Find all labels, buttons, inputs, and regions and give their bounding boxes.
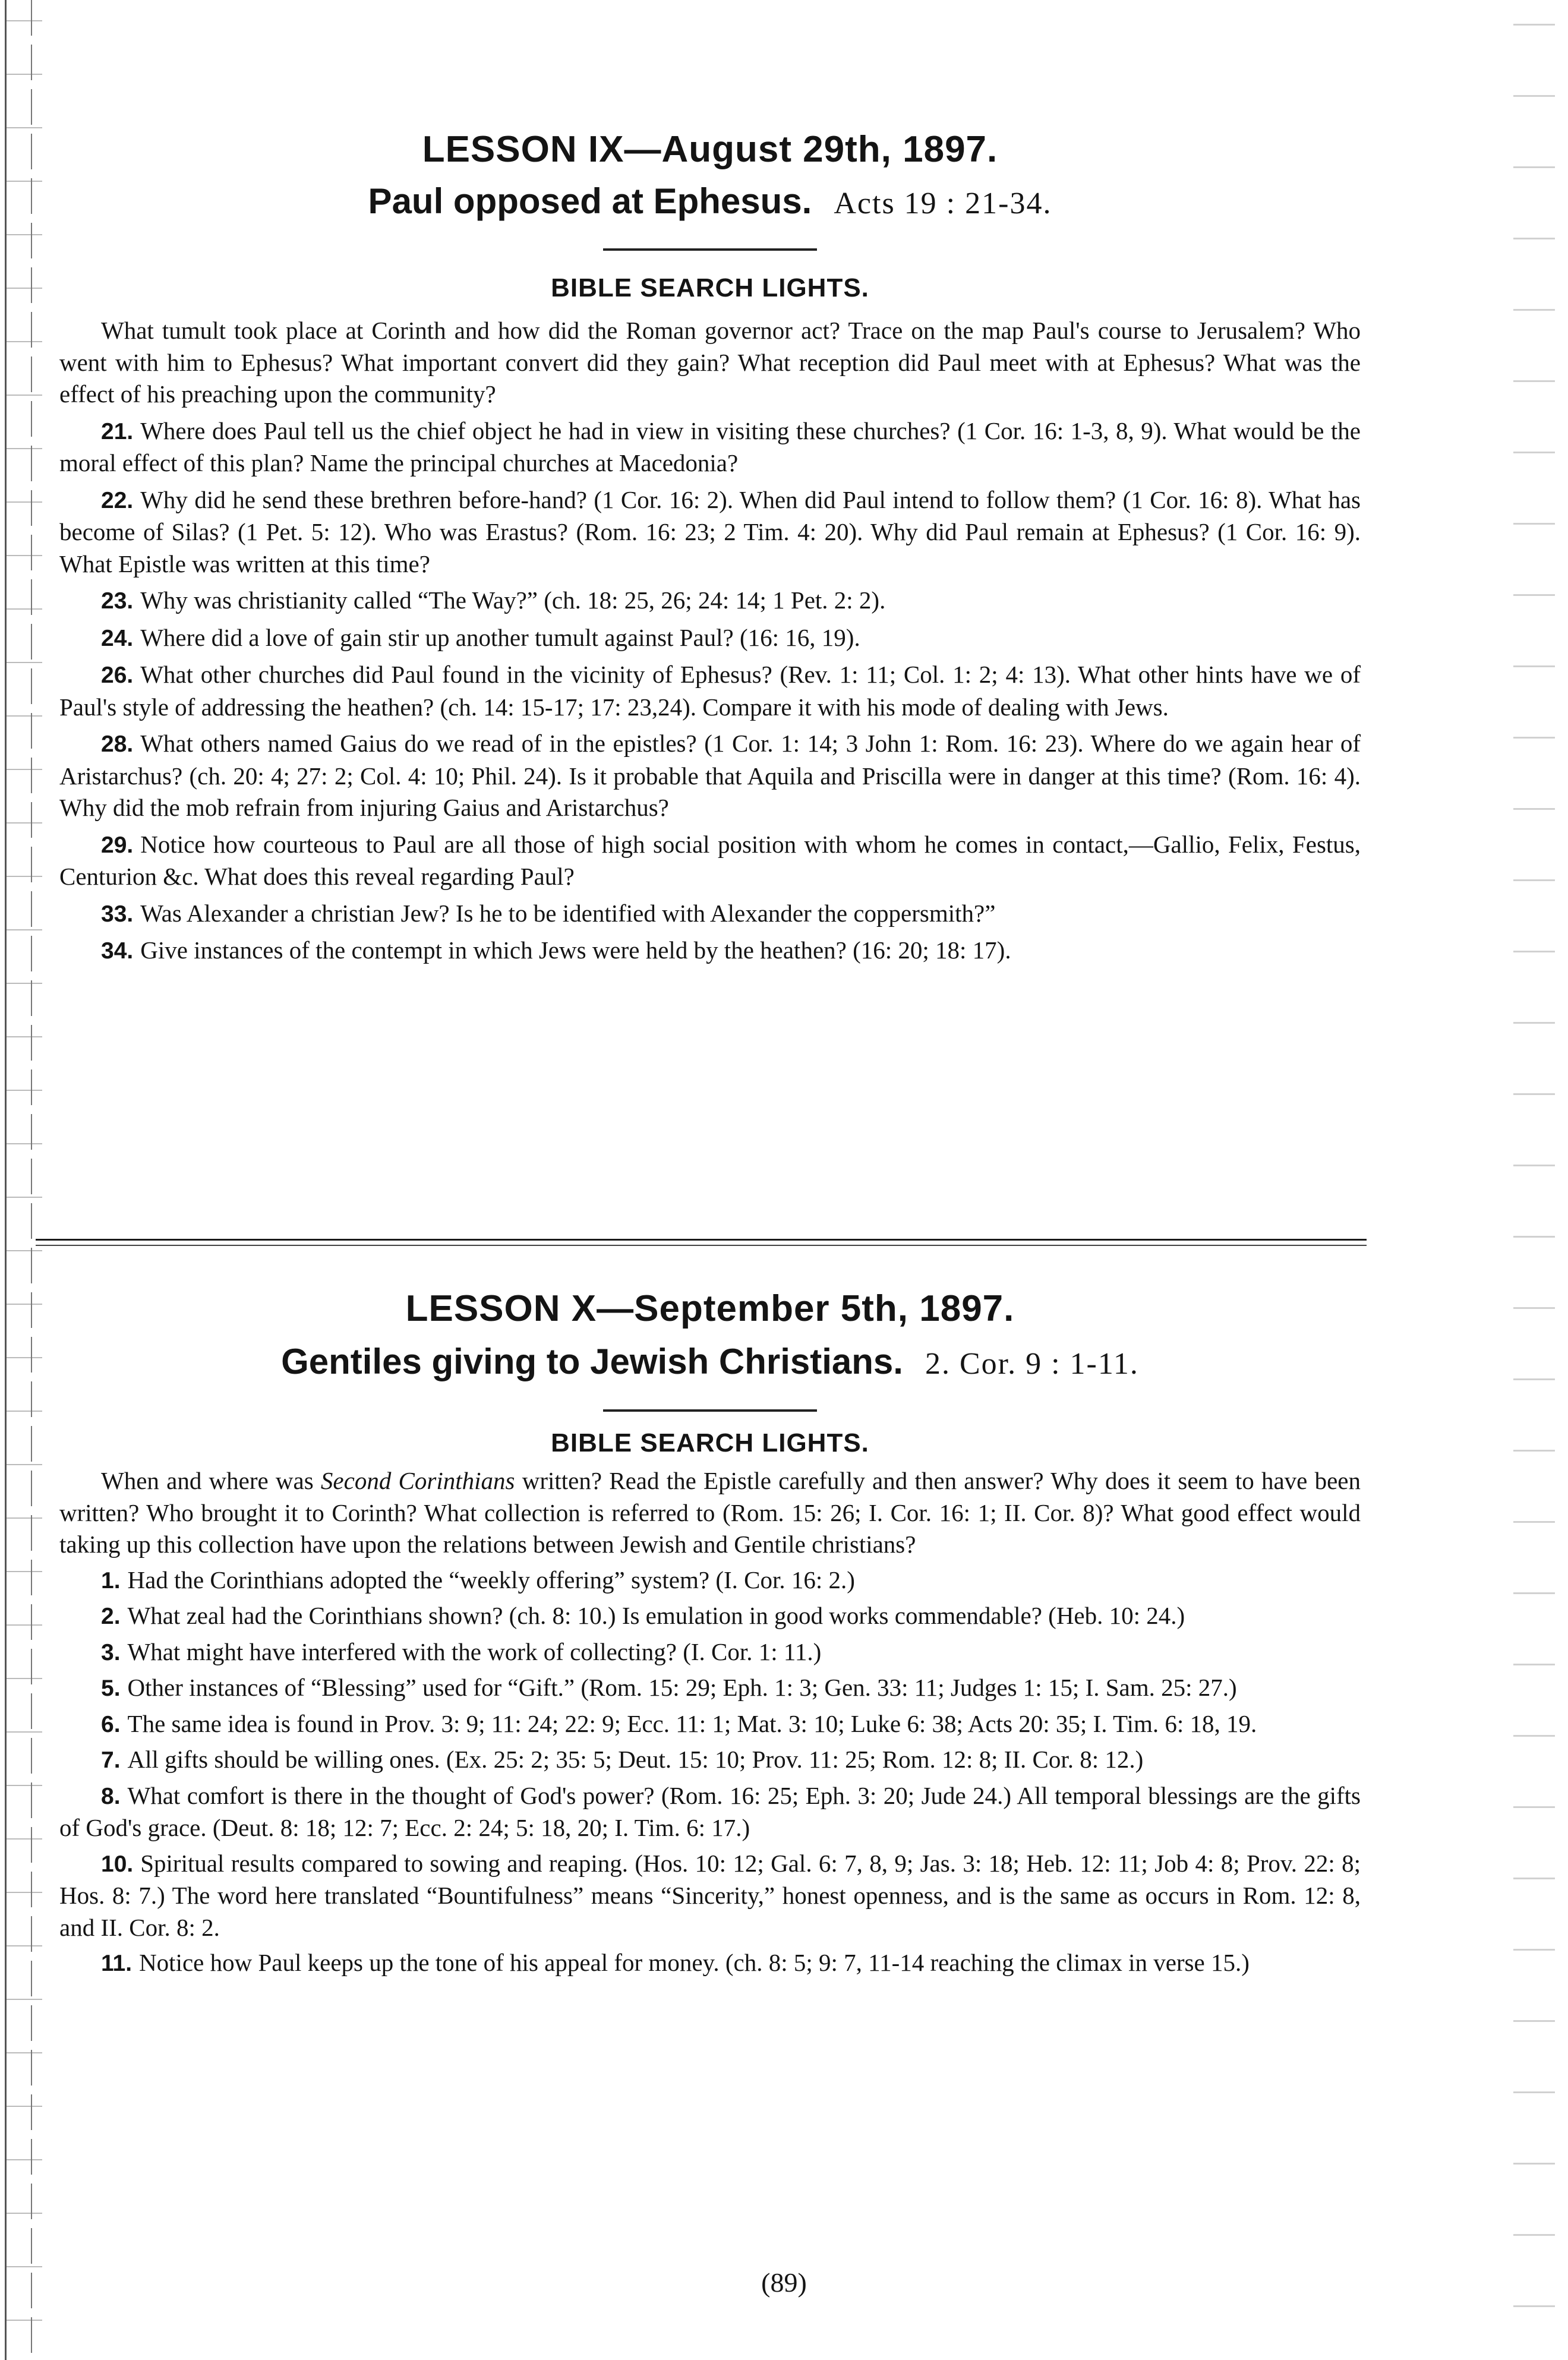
question-text: Had the Corinthians adopted the “weekly offering” system? (I. Cor. 16: 2.): [127, 1566, 855, 1594]
question-text: Why was christianity called “The Way?” (ch. 18: 25, 26; 24: 14; 1 Pet. 2: 2).: [140, 586, 886, 614]
lesson-x-rule: [603, 1409, 817, 1412]
question-text: What others named Gaius do we read of in the epistles? (1 Cor. 1: 14; 3 John 1: Rom. 16: 23). Where do we again hear of Aristarchus? (ch. 20: 4; 27: 2; Col. 4: 10; Phil. 24). Is it probable that Aquila and Priscilla were in danger at this time? (Rom. 16: 4). Why did the mob refrain from injuring Gaius and Aristarchus?: [59, 730, 1361, 821]
question-number: 1.: [101, 1567, 121, 1594]
question-text: Other instances of “Blessing” used for “Gift.” (Rom. 15: 29; Eph. 1: 3; Gen. 33: 11; Judges 1: 15; I. Sam. 25: 27.): [127, 1674, 1237, 1701]
lesson-ix-question: [59, 622, 1361, 655]
lesson-x-question: [59, 1947, 1361, 1980]
question-number: 7.: [101, 1747, 121, 1773]
lesson-ix-question: [59, 484, 1361, 580]
lesson-ix-search-heading: BIBLE SEARCH LIGHTS.: [551, 273, 869, 302]
lesson-ix-question: [59, 585, 1361, 617]
intro-italic-title: Second Corinthians: [320, 1467, 515, 1494]
question-number: 6.: [101, 1711, 121, 1737]
question-text: What other churches did Paul found in the vicinity of Ephesus? (Rev. 1: 11; Col. 1: 2; 4: 13). What other hints have we of Paul's style of addressing the heathen? (ch. 14: 15-17; 17: 23,24). Compare it with his mode of dealing with Jews.: [59, 661, 1361, 721]
lesson-x-title: LESSON X—September 5th, 1897.: [405, 1288, 1015, 1329]
question-number: 11.: [101, 1951, 132, 1976]
question-text: Where does Paul tell us the chief object he had in view in visiting these churches? (1 Cor. 16: 1-3, 8, 9). What would be the moral effect of this plan? Name the principal churches at Macedonia?: [59, 417, 1361, 477]
lesson-x-search-heading: BIBLE SEARCH LIGHTS.: [551, 1428, 869, 1457]
lesson-x-topic: Gentiles giving to Jewish Christians.: [281, 1342, 903, 1381]
lesson-x-subtitle: [59, 1334, 1361, 1389]
question-number: 33.: [101, 901, 134, 927]
lesson-ix-question: [59, 728, 1361, 824]
question-text: Was Alexander a christian Jew? Is he to be identified with Alexander the coppersmith?”: [140, 899, 996, 927]
question-number: 3.: [101, 1639, 121, 1665]
lesson-ix-subtitle: [59, 175, 1361, 228]
lesson-ix-title: LESSON IX—August 29th, 1897.: [422, 129, 998, 170]
lesson-ix-intro: What tumult took place at Corinth and how did the Roman governor act? Trace on the map Paul's course to Jerusalem? Who went with him to Ephesus? What important convert did they gain? What reception did Paul meet with at Ephesus? What was the effect of his preaching upon the community?: [59, 317, 1361, 408]
question-number: 34.: [101, 938, 134, 964]
lesson-x-section: [59, 1283, 1361, 1980]
scan-edge-right: [1513, 0, 1555, 2360]
question-text: Give instances of the contempt in which Jews were held by the heathen? (16: 20; 18: 17).: [140, 936, 1011, 964]
question-text: What comfort is there in the thought of God's power? (Rom. 16: 25; Eph. 3: 20; Jude 24.) All temporal blessings are the gifts of God's grace. (Deut. 8: 18; 12: 7; Ecc. 2: 24; 5: 18, 20; I. Tim. 6: 17.): [59, 1781, 1361, 1841]
lesson-ix-question: [59, 935, 1361, 967]
lesson-x-question: [59, 1848, 1361, 1944]
lesson-x-reference: 2. Cor. 9 : 1-11.: [925, 1347, 1139, 1381]
lesson-ix-question: [59, 415, 1361, 479]
lesson-ix-question: [59, 659, 1361, 723]
question-number: 8.: [101, 1783, 121, 1809]
lesson-x-question: [59, 1600, 1361, 1633]
lesson-ix-question: [59, 829, 1361, 893]
question-text: What zeal had the Corinthians shown? (ch. 8: 10.) Is emulation in good works commendable? (Heb. 10: 24.): [127, 1602, 1185, 1629]
question-number: 21.: [101, 418, 134, 444]
question-number: 5.: [101, 1676, 121, 1701]
page-number: (89): [761, 2267, 807, 2298]
question-number: 26.: [101, 662, 134, 688]
question-text: Notice how courteous to Paul are all those of high social position with whom he comes in contact,—Gallio, Felix, Festus, Centurion &c. What does this reveal regarding Paul?: [59, 830, 1361, 890]
lesson-ix-rule: [603, 248, 817, 251]
lesson-x-question: [59, 1636, 1361, 1669]
question-text: The same idea is found in Prov. 3: 9; 11: 24; 22: 9; Ecc. 11: 1; Mat. 3: 10; Luke 6: 38; Acts 20: 35; I. Tim. 6: 18, 19.: [127, 1709, 1257, 1737]
question-number: 22.: [101, 487, 134, 513]
question-text: Why did he send these brethren before-hand? (1 Cor. 16: 2). When did Paul intend to follow them? (1 Cor. 16: 8). What has become of Silas? (1 Pet. 5: 12). Who was Erastus? (Rom. 16: 23; 2 Tim. 4: 20). Why did Paul remain at Ephesus? (1 Cor. 16: 9). What Epistle was written at this time?: [59, 485, 1361, 578]
intro-text-start: When and where was: [101, 1467, 321, 1494]
question-text: What might have interfered with the work of collecting? (I. Cor. 1: 11.): [127, 1638, 822, 1665]
question-text: Where did a love of gain stir up another tumult against Paul? (16: 16, 19).: [140, 623, 860, 651]
lesson-x-question: [59, 1564, 1361, 1597]
lesson-x-question: [59, 1744, 1361, 1777]
question-number: 24.: [101, 625, 134, 651]
lesson-x-question: [59, 1708, 1361, 1741]
intro-text-end: written? Read the Epistle carefully and then answer? Why does it seem to have been written? Who brought it to Corinth? What collection is referred to (Rom. 15: 26; I. Cor. 16: 1; II. Cor. 8)? What good effect would taking up this collection have upon the relations between Jewish and Gentile christians?: [59, 1467, 1361, 1558]
section-divider: [36, 1239, 1367, 1241]
lesson-ix-question: [59, 898, 1361, 930]
question-number: 2.: [101, 1604, 121, 1629]
lesson-ix-section: [59, 125, 1361, 967]
lesson-x-question: [59, 1780, 1361, 1844]
lesson-ix-reference: Acts 19 : 21-34.: [834, 187, 1052, 220]
question-number: 28.: [101, 731, 134, 757]
question-text: All gifts should be willing ones. (Ex. 25: 2; 35: 5; Deut. 15: 10; Prov. 11: 25; Rom. 12: 8; II. Cor. 8: 12.): [127, 1746, 1144, 1773]
lesson-ix-topic: Paul opposed at Ephesus.: [368, 181, 812, 221]
section-divider-inner: [36, 1245, 1367, 1246]
question-text: Spiritual results compared to sowing and reaping. (Hos. 10: 12; Gal. 6: 7, 8, 9; Jas. 3: 18; Heb. 12: 11; Job 4: 8; Prov. 22: 8; Hos. 8: 7.) The word here translated “Bountifulness” means “Sincerity,” honest openness, and is the same as occurs in Rom. 12: 8, and II. Cor. 8: 2.: [59, 1849, 1361, 1941]
scan-edge-left: [5, 0, 42, 2360]
question-number: 23.: [101, 588, 134, 614]
question-number: 29.: [101, 832, 134, 858]
question-number: 10.: [101, 1851, 134, 1877]
scan-edge-left-line: [31, 0, 32, 2360]
question-text: Notice how Paul keeps up the tone of his appeal for money. (ch. 8: 5; 9: 7, 11-14 reaching the climax in verse 15.): [139, 1949, 1250, 1976]
lesson-x-question: [59, 1672, 1361, 1705]
lesson-x-intro: [59, 1465, 1361, 1561]
